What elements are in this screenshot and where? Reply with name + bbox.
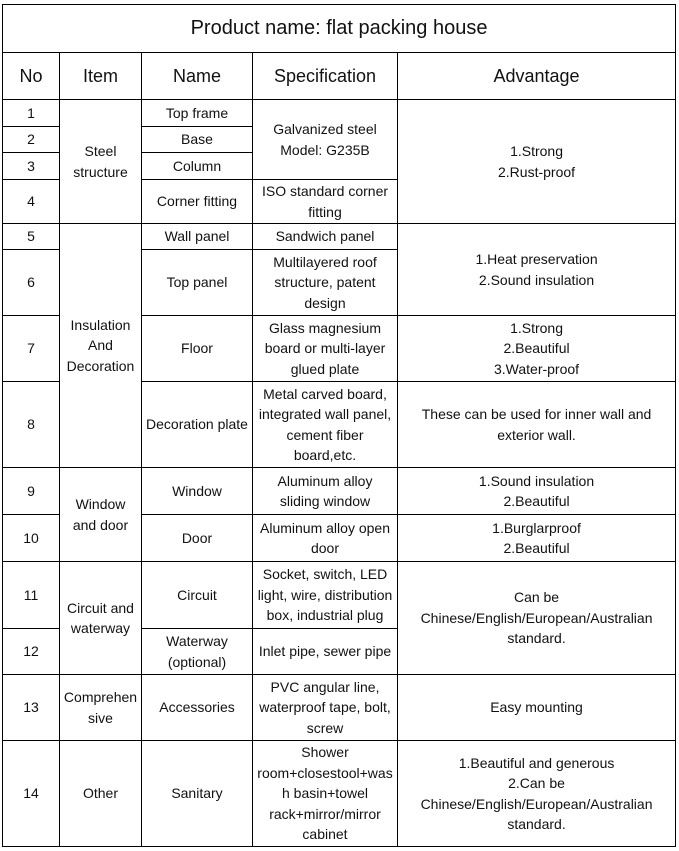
table-row	[3, 100, 676, 127]
cell-spec: ISO standard corner fitting	[253, 180, 398, 224]
cell-spec: Aluminum alloy sliding window	[253, 468, 398, 515]
cell-advantage: 1.Beautiful and generous 2.Can be Chinese/English/European/Australian standard.	[398, 741, 676, 847]
cell-name: Window	[142, 468, 253, 515]
cell-no: 7	[3, 316, 60, 382]
cell-name: Accessories	[142, 675, 253, 741]
cell-spec: Inlet pipe, sewer pipe	[253, 629, 398, 675]
header-item: Item	[60, 53, 142, 100]
cell-name: Top frame	[142, 100, 253, 127]
cell-name: Base	[142, 127, 253, 153]
cell-spec: PVC angular line, waterproof tape, bolt, screw	[253, 675, 398, 741]
header-name: Name	[142, 53, 253, 100]
cell-spec: Metal carved board, integrated wall panel, cement fiber board,etc.	[253, 382, 398, 468]
cell-spec: Multilayered roof structure, patent design	[253, 250, 398, 316]
cell-name: Waterway (optional)	[142, 629, 253, 675]
cell-no: 10	[3, 515, 60, 562]
cell-item: Circuit and waterway	[60, 562, 142, 675]
cell-no: 6	[3, 250, 60, 316]
cell-advantage: 1.Heat preservation 2.Sound insulation	[398, 224, 676, 316]
product-spec-table	[2, 4, 676, 847]
cell-no: 9	[3, 468, 60, 515]
cell-item: Window and door	[60, 468, 142, 562]
cell-item: Insulation And Decoration	[60, 224, 142, 468]
cell-no: 2	[3, 127, 60, 153]
cell-advantage: Can be Chinese/English/European/Australian standard.	[398, 562, 676, 675]
cell-no: 4	[3, 180, 60, 224]
cell-advantage: These can be used for inner wall and exterior wall.	[398, 382, 676, 468]
cell-name: Floor	[142, 316, 253, 382]
cell-advantage: 1.Strong 2.Beautiful 3.Water-proof	[398, 316, 676, 382]
table-row	[3, 562, 676, 629]
table-row	[3, 224, 676, 250]
cell-no: 13	[3, 675, 60, 741]
header-advantage: Advantage	[398, 53, 676, 100]
cell-name: Door	[142, 515, 253, 562]
cell-advantage: 1.Strong 2.Rust-proof	[398, 100, 676, 224]
table-row	[3, 468, 676, 515]
cell-name: Top panel	[142, 250, 253, 316]
cell-item: Comprehen sive	[60, 675, 142, 741]
cell-name: Wall panel	[142, 224, 253, 250]
cell-item: Steel structure	[60, 100, 142, 224]
cell-no: 3	[3, 153, 60, 180]
cell-no: 11	[3, 562, 60, 629]
header-specification: Specification	[253, 53, 398, 100]
cell-spec: Socket, switch, LED light, wire, distribution box, industrial plug	[253, 562, 398, 629]
cell-name: Sanitary	[142, 741, 253, 847]
table-row	[3, 675, 676, 741]
table-title: Product name: flat packing house	[3, 5, 676, 53]
cell-spec: Sandwich panel	[253, 224, 398, 250]
table-row	[3, 741, 676, 847]
cell-no: 14	[3, 741, 60, 847]
cell-name: Corner fitting	[142, 180, 253, 224]
cell-name: Circuit	[142, 562, 253, 629]
cell-advantage: 1.Burglarproof 2.Beautiful	[398, 515, 676, 562]
cell-no: 8	[3, 382, 60, 468]
cell-advantage: Easy mounting	[398, 675, 676, 741]
cell-spec: Shower room+closestool+was h basin+towel rack+mirror/mirror cabinet	[253, 741, 398, 847]
cell-no: 1	[3, 100, 60, 127]
cell-name: Decoration plate	[142, 382, 253, 468]
cell-spec: Aluminum alloy open door	[253, 515, 398, 562]
cell-item: Other	[60, 741, 142, 847]
cell-spec: Galvanized steel Model: G235B	[253, 100, 398, 180]
cell-advantage: 1.Sound insulation 2.Beautiful	[398, 468, 676, 515]
cell-no: 5	[3, 224, 60, 250]
cell-name: Column	[142, 153, 253, 180]
header-no: No	[3, 53, 60, 100]
cell-spec: Glass magnesium board or multi-layer glued plate	[253, 316, 398, 382]
cell-no: 12	[3, 629, 60, 675]
